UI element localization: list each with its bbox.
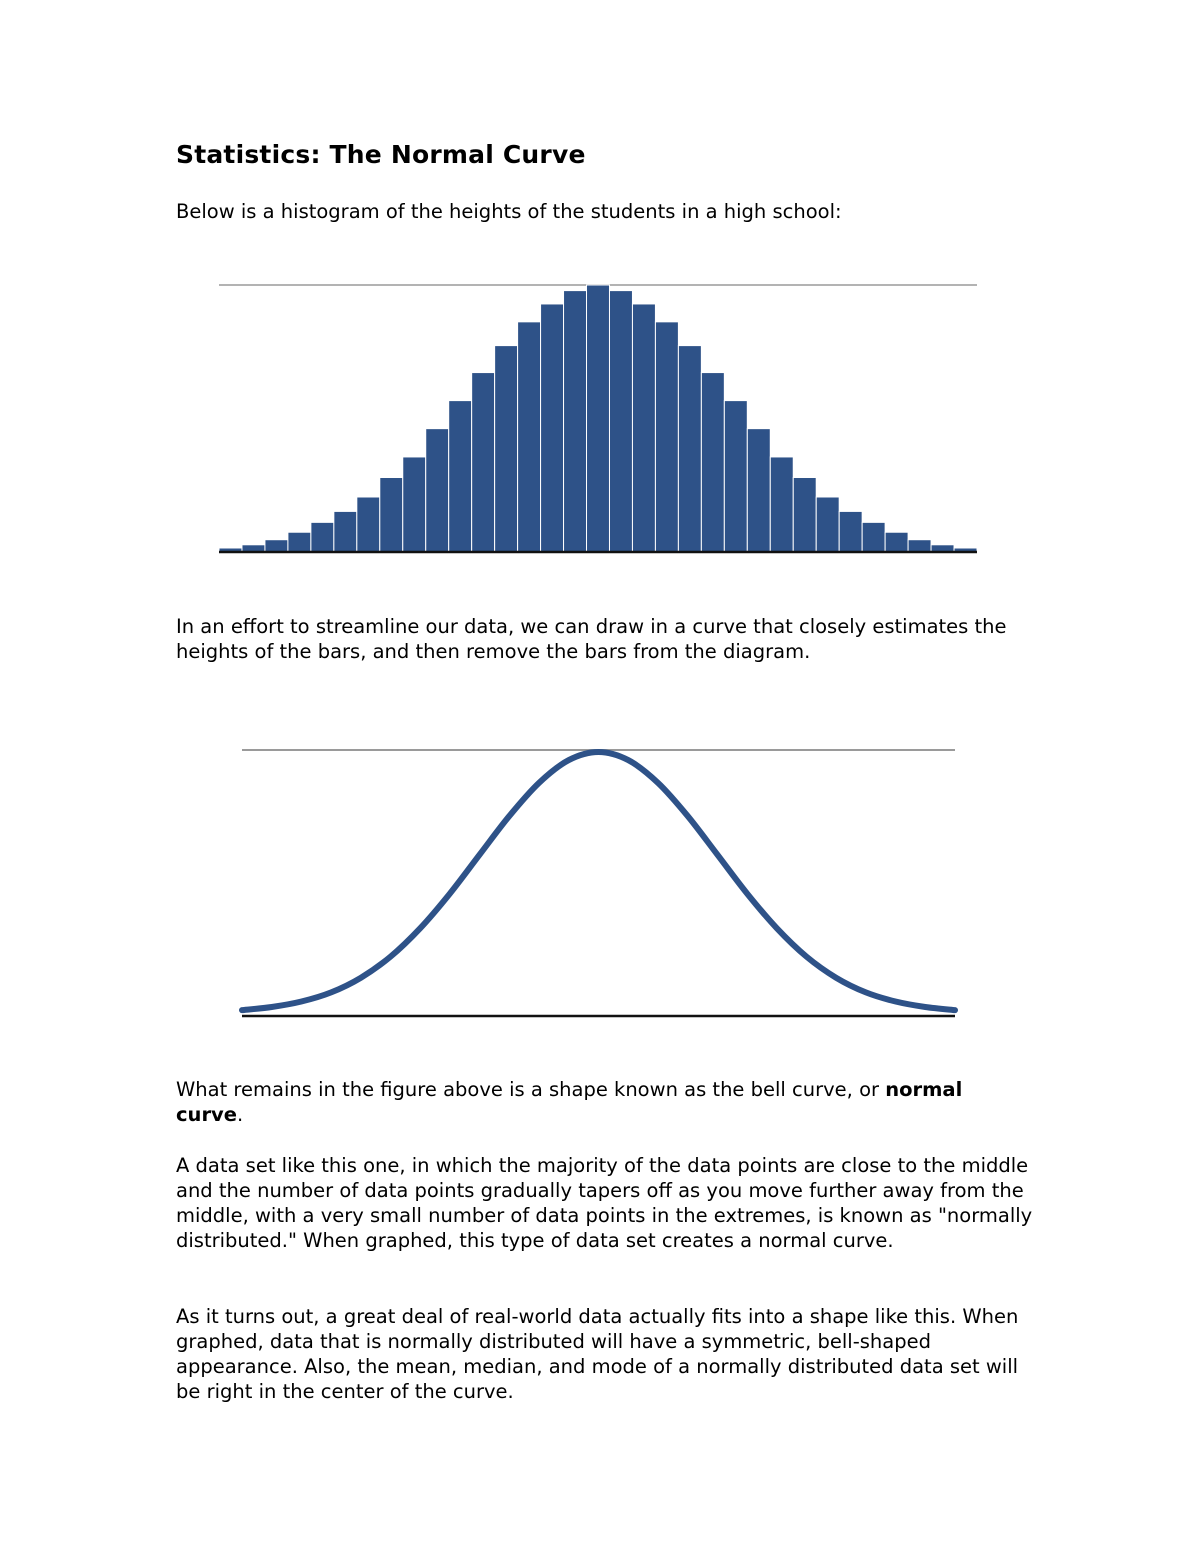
normal-curve-line bbox=[242, 752, 955, 1010]
page-title: Statistics: The Normal Curve bbox=[176, 140, 586, 169]
curve-paragraph: In an effort to streamline our data, we can draw in a curve that closely estimates the heights of the bars, and then remove the bars from the diagram. bbox=[176, 615, 1007, 663]
remains-text-after: . bbox=[237, 1103, 244, 1126]
remains-text-before: What remains in the figure above is a shape known as the bell curve, or bbox=[176, 1078, 886, 1101]
normal-curve-term: normal curve bbox=[176, 1078, 963, 1126]
dataset-paragraph: A data set like this one, in which the majority of the data points are close to the middle and the number of data points gradually tapers off as you move further away from the middle, with a very small number of data points in the extremes, is known as "normally distributed." When graphed, this type of data set creates a normal curve. bbox=[176, 1154, 1033, 1252]
intro-paragraph: Below is a histogram of the heights of the students in a high school: bbox=[176, 200, 842, 223]
remains-paragraph bbox=[176, 1077, 1036, 1127]
realworld-paragraph: As it turns out, a great deal of real-world data actually fits into a shape like this. When graphed, data that is normally distributed will have a symmetric, bell-shaped appearance. Also, the mean, median, and mode of a normally distributed data set will be right in the center of the curve. bbox=[176, 1305, 1019, 1403]
